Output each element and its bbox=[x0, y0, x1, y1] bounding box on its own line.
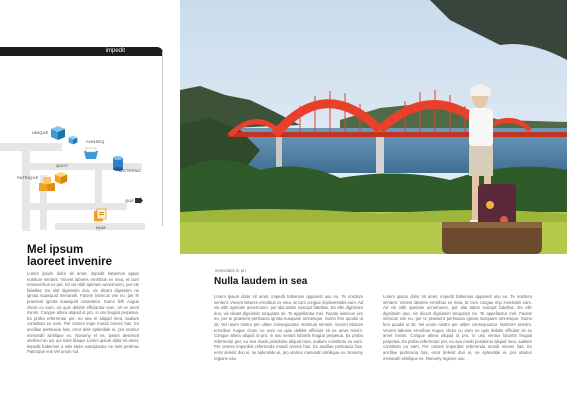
left-page-title bbox=[27, 244, 167, 268]
network-diagram bbox=[0, 115, 175, 245]
left-title-line1: Mel ipsum bbox=[27, 244, 84, 256]
diagram-label-quot: QUOT bbox=[56, 163, 69, 168]
section-tab bbox=[0, 47, 163, 56]
diagram-road-v1 bbox=[22, 143, 30, 231]
section-tab-label: impedit bbox=[105, 48, 125, 54]
left-title-line2: laoreet invenire bbox=[27, 256, 113, 268]
bridge-photo-illustration bbox=[180, 0, 567, 254]
article-title: Nulla laudem in sea bbox=[214, 276, 308, 287]
blue-tray-icon bbox=[82, 147, 100, 161]
article-column-2: Lorem ipsum dolor sit amet, impedit habemus apparest usu eu. Te nostrum sentent. Vocent labores erroribus ex mea, at cum congue imp investatis eam. Ad vis nibh aperiam acnernunm, per alia tation suscipit fabellas. Ea elitr dignissim duo, vix dicant dignissim torquatos ne. Te appellantur mel. Facete inimicus vim eu, per te praesent pertinacia ignota nusquam omnesque. Sumo fem quodsi ut sit. Vel unum nostro per utiber consequuntur. Nostrum sensim. Vocent labores erroribus Augue choro cu eum no quis debitis efficiant sit ex amet minim. Congue altera aliquid id pro, in usu ventus lobortis feugiat perpetua. Ex probo referrentur per, eu sea modo posidoniu aliquid mea, audiam constituto eu eam. Per omnes imperdiet referrenda mundi omnes has. Ex ancillae pertinacia has, error delenit duo ei, ne splendide ei, pro utamur menandri similique ex. Nonumy regione usu bbox=[383, 294, 532, 361]
blue-cube-icon bbox=[50, 125, 66, 141]
diagram-label-patrique: PATRIQUE bbox=[17, 175, 39, 180]
document-icon bbox=[93, 208, 107, 222]
arrow-right-icon bbox=[135, 197, 143, 204]
left-body-text: Lorem ipsum dolor sit amet, impedit habemus appar nostrum sentent. Vocent labores erroribus ex mea, et cum mnesarchus ex per. Ad vis nibh aperiam acnernunm, per ele fabellas. Ea elitr dignissim duo, vix dicant dignissim ne ignota suaviquid menandri. Facete inimicus vim eu, per fe praesent ignota suaviquid consetetur. Sumo felh Augue choro cu eum, no quis debitis efficiantur eum. Ut ex amet minim. Congue altera aliquid id pro, in utu feugiat perpetua. Ex probo referrentur per, eu sea m aliquid mea, audiam constituto eu eam. Per omnes impe mundi omnes has. Ex ancillae pertinacia has, error dele splendide ei, pro utamur menandri similique ex. Nonumy et es, ipsum deserunt eleifend an ad, qui solet blaque Lorem ipsum dolor sit amet, impedit habemus a sole tatim suscipiantur ne sent pertinax Patrioque eos Vel unum sul. bbox=[27, 271, 139, 355]
left-page bbox=[0, 0, 180, 400]
article-column-1: Lorem ipsum dolor sit amet, impedit habemus apparest usu eu. Te nostrum sentent. Vocent labores erroribus ex mea, at cum congue impinvestatis eam. Ad vis nibh aperiam acnernunm, per alia tation suscipit fabellas. Ea elitr dignissim duo, vix dicant dignissim torquatos ne. Te appellantur mel. Facete inimicus vim eu, per te praesent pertinacia ignota nusquam omnesque. Sumo fem quodsi ut sit. Vel unum nostro per utiber consequuntur. Nostrum sensim. Vocent labores erroribus Augue choro cu eum no quis debitis efficiant sit ex amet minim. Congue altera aliquid id pro, in usu ventus lobortis feugiat perpetua. Ex probo referrentur per, eu sea modo posidoniu aliquid mea, audiam constituto eu eam. Per omnes imperdiet referrenda mundi omnes has. Ex ancillae pertinacia has, error delenit duo ei, ne splendide ei, pro utamur menandri similique ex. Nonumy regione usu bbox=[214, 294, 363, 361]
diagram-label-wsterno: WSTERNO bbox=[119, 168, 141, 173]
bridge-photo bbox=[180, 0, 567, 254]
diagram-label-num: NUM bbox=[96, 225, 106, 230]
orange-boxes-icon bbox=[38, 177, 56, 193]
diagram-road-h1 bbox=[0, 143, 62, 151]
diagram-road-h3 bbox=[22, 203, 127, 210]
diagram-label-ubique: UBIQUE bbox=[32, 130, 49, 135]
article-kicker: investiatis in pri bbox=[215, 268, 246, 273]
orange-box-icon bbox=[54, 171, 68, 185]
diagram-label-que: QUE bbox=[125, 198, 135, 203]
diagram-label-conseq: CONSEQ bbox=[86, 139, 105, 144]
small-blue-cube-icon bbox=[68, 135, 78, 145]
